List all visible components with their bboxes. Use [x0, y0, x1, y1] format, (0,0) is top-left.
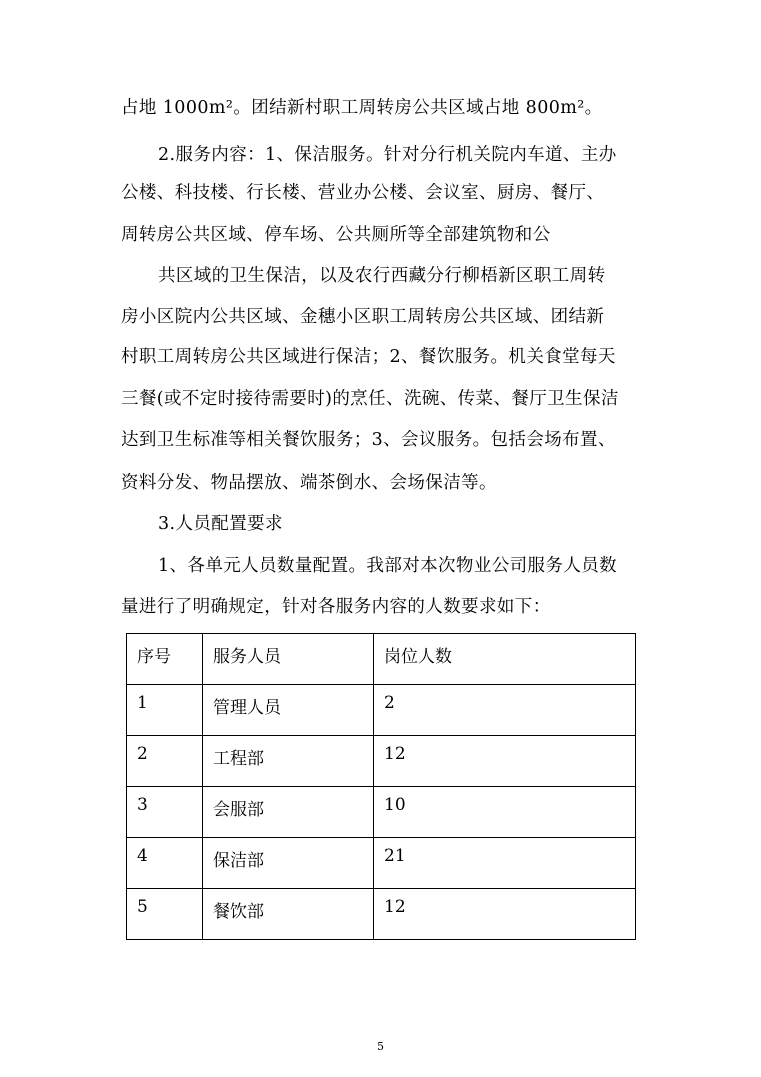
text-line: 三餐(或不定时接待需要时)的烹任、洗碗、传菜、餐厅卫生保洁 [121, 389, 619, 409]
table-cell: 1 [127, 685, 203, 736]
table-cell: 3 [127, 787, 203, 838]
table-cell: 会服部 [203, 787, 374, 838]
section-heading: 3.人员配置要求 [158, 514, 283, 534]
table-cell: 保洁部 [203, 838, 374, 889]
text-line: 达到卫生标准等相关餐饮服务；3、会议服务。包括会场布置、 [121, 430, 616, 450]
table-cell: 21 [374, 838, 636, 889]
table-cell: 2 [374, 685, 636, 736]
staffing-table [126, 633, 636, 940]
table-cell: 12 [374, 889, 636, 940]
table-row [127, 685, 636, 736]
header-cell: 服务人员 [203, 634, 374, 685]
header-cell: 序号 [127, 634, 203, 685]
text-line: 量进行了明确规定，针对各服务内容的人数要求如下： [121, 597, 551, 617]
text-line: 1、各单元人员数量配置。我部对本次物业公司服务人员数 [158, 556, 618, 576]
text-line: 资料分发、物品摆放、端茶倒水、会场保洁等。 [121, 473, 497, 493]
table-row [127, 838, 636, 889]
table-cell: 管理人员 [203, 685, 374, 736]
text-line: 周转房公共区域、停车场、公共厕所等全部建筑物和公 [121, 225, 551, 245]
text-line: 占地 1000m²。团结新村职工周转房公共区域占地 800m²。 [121, 98, 603, 118]
text-line: 村职工周转房公共区域进行保洁；2、餐饮服务。机关食堂每天 [121, 347, 616, 367]
header-cell: 岗位人数 [374, 634, 636, 685]
text-line: 房小区院内公共区域、金穗小区职工周转房公共区域、团结新 [121, 307, 605, 327]
table-cell: 5 [127, 889, 203, 940]
table-cell: 2 [127, 736, 203, 787]
text-line: 公楼、科技楼、行长楼、营业办公楼、会议室、厨房、餐厅、 [121, 183, 605, 203]
table-row [127, 889, 636, 940]
table-header-row [127, 634, 636, 685]
table-cell: 12 [374, 736, 636, 787]
text-line: 2.服务内容：1、保洁服务。针对分行机关院内车道、主办 [158, 145, 617, 165]
table-cell: 10 [374, 787, 636, 838]
table-row [127, 736, 636, 787]
table-cell: 4 [127, 838, 203, 889]
table-cell: 餐饮部 [203, 889, 374, 940]
page-number: 5 [377, 1040, 384, 1053]
table-row [127, 787, 636, 838]
table-cell: 工程部 [203, 736, 374, 787]
text-line: 共区域的卫生保洁，以及农行西藏分行柳梧新区职工周转 [158, 266, 606, 286]
